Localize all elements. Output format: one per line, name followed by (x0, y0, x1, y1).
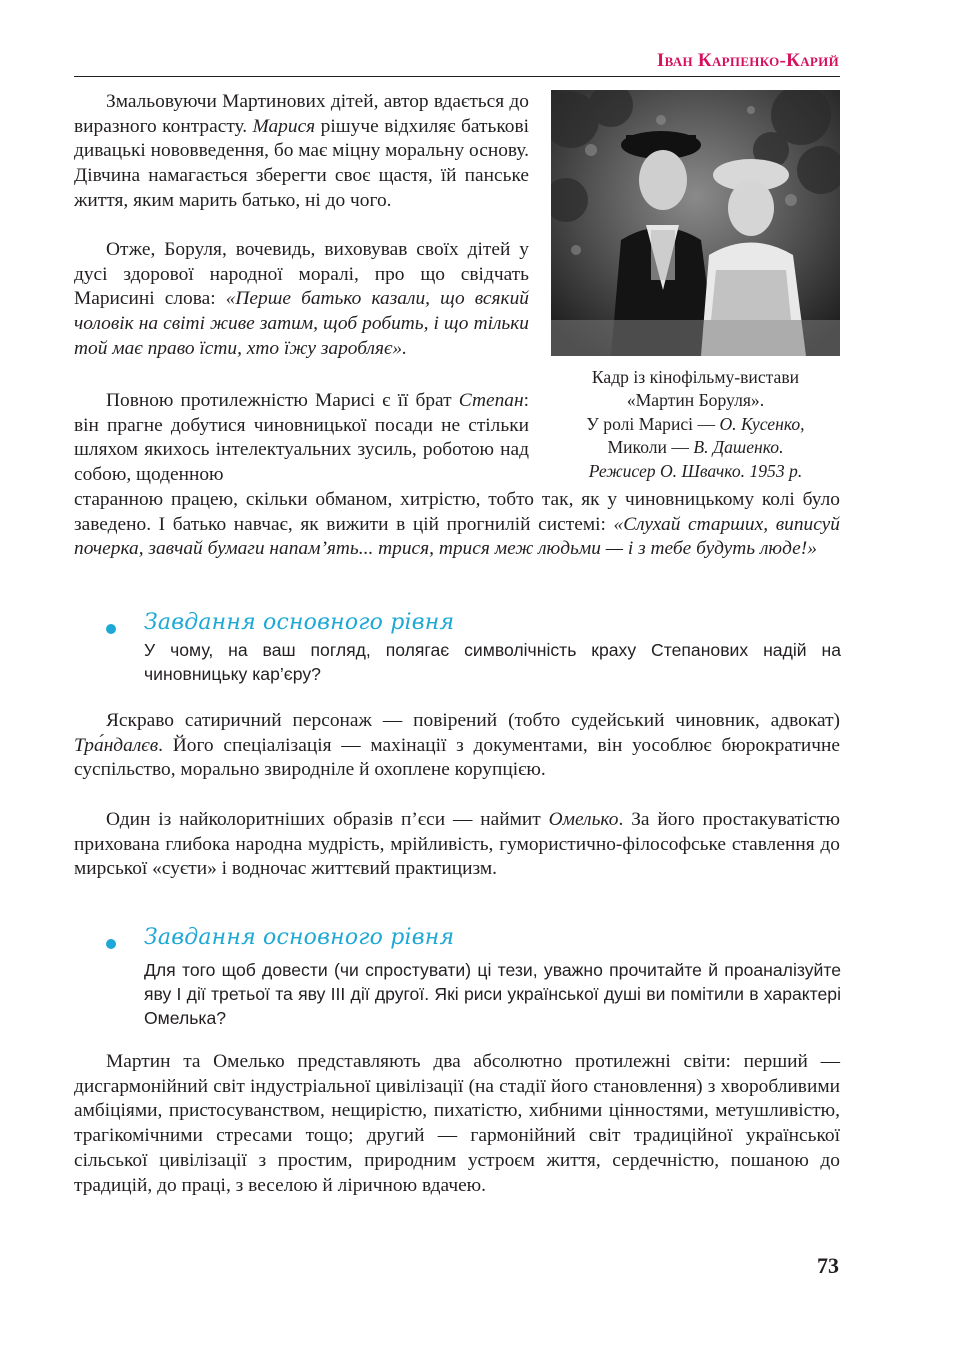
task-title: Завдання основного рівня (144, 925, 455, 950)
running-header: Іван Карпенко-Карий (656, 50, 839, 71)
paragraph-2: Отже, Боруля, вочевидь, виховував своїх дітей у дусі здорової народної моралі, про що свідчать Марисині слова: «Перше батько казали, що всякий чоловік на світі живе затим, щоб робить, і що тільки той має право їсти, хто їжу заробляє». (74, 239, 529, 359)
paragraph-4: Яскраво сатиричний персонаж — повірений (тобто судейський чиновник, адвокат) Тра́ндалєв. Його спеціалізація — махінації з документами, він уособлює бюрократичне суспільство, морально звироднiле й охоплене корупцією. (74, 710, 840, 781)
header-rule (74, 76, 840, 77)
paragraph-6: Мартин та Омелько представляють два абсолютно протилежні світи: перший — дисгармонійний світ індустріальної цивілізації (на стадії його становлення) з хворобливими амбіціями, пристосуванством, нещирістю, пихатістю, хибними цінностями, метушливістю, трагікомічними стресами тощо; другий — гармонійний світ традиційної української сільської цивілізації з простим, природним устроєм життя, сердечністю, пошаною до традицій, до праці, з веселою й ліричною вдачею. (74, 1051, 840, 1196)
caption-line-1: Кадр із кінофільму-вистави (591, 367, 800, 387)
task-bullet-icon (106, 624, 116, 634)
photo-caption (551, 366, 840, 483)
task-bullet-icon (106, 939, 116, 949)
paragraph-3-cont: старанною працею, скільки обманом, хитрістю, тобто так, як у чиновницькому колі було заведено. І батько навчає, як вижити в цій прогнилій системі: «Слухай старших, виписуй почерка, завчай бумаги напам’ять... трися, трися меж людьми — і з тебе будуть люде!» (74, 489, 840, 560)
paragraph-1: Змальовуючи Мартинових дітей, автор вдається до виразного контрасту. Марися рішуче відхиляє батькові дивацькі нововведення, бо має міцну моральну основу. Дівчина намагається зберегти своє щастя, їй панське життя, яким марить батько, ні до чого. (74, 91, 530, 211)
film-still-photo (551, 90, 840, 356)
task-text: Для того щоб довести (чи спростувати) ці тези, уважно прочитайте й проаналізуйте яву І дії третьої та яву ІІІ дії другої. Які риси української душі ви помітили в характері Омелька? (144, 960, 841, 1028)
task-text: У чому, на ваш погляд, полягає символічність краху Степанових надій на чиновницьку кар’єру? (144, 640, 841, 684)
caption-line-2: «Мартин Боруля». (626, 390, 765, 411)
task-title: Завдання основного рівня (144, 610, 455, 635)
caption-line-4: Миколи — В. Дашенко. (607, 437, 784, 458)
paragraph-3-start: Повною протилежністю Марисі є її брат Степан: він прагне добутися чиновницької посади не стільки шляхом якихось інтелектуальних зусиль, роботою над собою, щоденною (74, 390, 529, 486)
paragraph-5: Один із найколоритніших образів п’єси — наймит Омелько. За його простакуватістю прихована глибока народна мудрість, мрійливість, гумористично-філософське ставлення до мирської «суєти» і водночас життєвий практицизм. (74, 809, 840, 880)
page-number: 73 (817, 1253, 839, 1278)
caption-line-5: Режисер О. Швачко. 1953 р. (588, 460, 803, 481)
caption-line-3: У ролі Марисі — О. Кусенко, (586, 413, 805, 434)
